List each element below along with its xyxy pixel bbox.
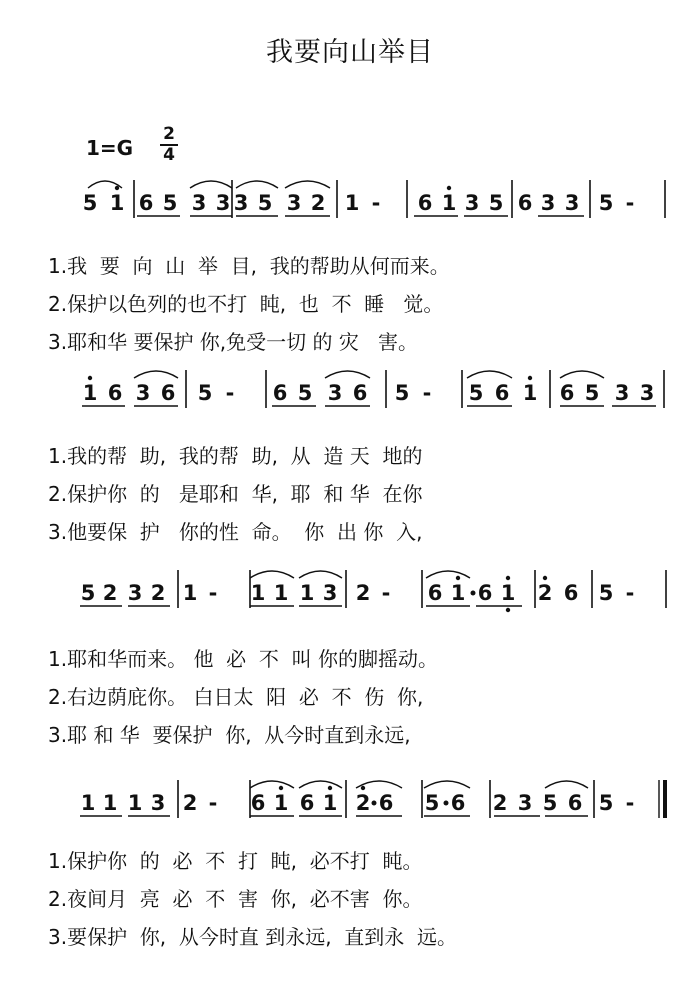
time-signature-top: 2 <box>163 124 175 144</box>
slur <box>426 571 470 578</box>
slur <box>299 571 342 578</box>
note: 6 <box>272 381 288 405</box>
slur <box>424 781 470 788</box>
note: 1 <box>80 791 96 815</box>
note: 6 <box>517 191 533 215</box>
note: 2 <box>150 581 166 605</box>
note: 1 <box>500 581 516 605</box>
octave-dot <box>506 608 510 612</box>
augmentation-dot <box>372 801 377 806</box>
note: 1 <box>250 581 266 605</box>
octave-dot <box>543 576 547 580</box>
page-title: 我要向山举目 <box>266 37 434 68</box>
note: 6 <box>250 791 266 815</box>
note: 5 <box>598 191 614 215</box>
note: 3 <box>327 381 343 405</box>
lyric-line: 2.右边荫庇你。 白日太 阳 必 不 伤 你, <box>48 685 424 709</box>
note: 5 <box>584 381 600 405</box>
lyric-line: 1.我的帮 助, 我的帮 助, 从 造 天 地的 <box>48 444 423 468</box>
slur <box>560 371 604 378</box>
lyric-line: 2.保护你 的 是耶和 华, 耶 和 华 在你 <box>48 482 423 506</box>
note: 2 <box>492 791 508 815</box>
lyric-line: 3.耶和华 要保护 你,免受一切 的 灾 害。 <box>48 330 418 354</box>
note: 5 <box>424 791 440 815</box>
note: 5 <box>488 191 504 215</box>
note: 1 <box>441 191 457 215</box>
note: 3 <box>322 581 338 605</box>
notation-row <box>80 570 666 612</box>
octave-dot <box>456 576 460 580</box>
note: 2 <box>537 581 553 605</box>
note: 6 <box>427 581 443 605</box>
note: 6 <box>559 381 575 405</box>
octave-dot <box>528 376 532 380</box>
slur <box>299 781 342 788</box>
note: 5 <box>257 191 273 215</box>
slur <box>285 181 330 188</box>
lyric-line: 1.保护你 的 必 不 打 盹, 必不打 盹。 <box>48 849 423 873</box>
time-signature <box>158 126 180 164</box>
note: - <box>381 581 391 605</box>
note: 1 <box>322 791 338 815</box>
note: 6 <box>160 381 176 405</box>
note: 3 <box>517 791 533 815</box>
note: 1 <box>182 581 198 605</box>
notation-row <box>82 370 664 408</box>
note: - <box>625 581 635 605</box>
octave-dot <box>447 186 451 190</box>
note: 5 <box>82 191 98 215</box>
note: 1 <box>344 191 360 215</box>
note: 5 <box>197 381 213 405</box>
slur <box>356 781 402 788</box>
note: 6 <box>567 791 583 815</box>
note: 5 <box>80 581 96 605</box>
note: 1 <box>273 791 289 815</box>
note: 3 <box>286 191 302 215</box>
note: 3 <box>614 381 630 405</box>
note: 5 <box>468 381 484 405</box>
note: 5 <box>297 381 313 405</box>
note: 6 <box>138 191 154 215</box>
note: 1 <box>109 191 125 215</box>
note: 1 <box>299 581 315 605</box>
note: 2 <box>355 581 371 605</box>
note: - <box>208 581 218 605</box>
note: - <box>371 191 381 215</box>
augmentation-dot <box>444 801 449 806</box>
slur <box>236 181 278 188</box>
note: 3 <box>464 191 480 215</box>
note: 3 <box>639 381 655 405</box>
augmentation-dot <box>471 591 476 596</box>
note: 5 <box>598 791 614 815</box>
note: 3 <box>127 581 143 605</box>
note: 5 <box>598 581 614 605</box>
note: 6 <box>477 581 493 605</box>
note: 5 <box>542 791 558 815</box>
note: 1 <box>127 791 143 815</box>
slur <box>134 371 178 378</box>
slur <box>250 781 294 788</box>
note: 6 <box>352 381 368 405</box>
note: 1 <box>82 381 98 405</box>
note: 6 <box>494 381 510 405</box>
note: 3 <box>191 191 207 215</box>
key-signature: 1=G <box>86 136 134 160</box>
lyric-line: 1.耶和华而来。 他 必 不 叫 你的脚摇动。 <box>48 647 438 671</box>
note: 1 <box>450 581 466 605</box>
lyric-line: 3.要保护 你, 从今时直 到永远, 直到永 远。 <box>48 925 458 949</box>
note: 6 <box>299 791 315 815</box>
note: 6 <box>107 381 123 405</box>
note: 2 <box>355 791 371 815</box>
note: 6 <box>378 791 394 815</box>
note: 3 <box>564 191 580 215</box>
lyric-line: 2.夜间月 亮 必 不 害 你, 必不害 你。 <box>48 887 423 911</box>
slur <box>88 181 122 188</box>
slur <box>250 571 294 578</box>
note: 5 <box>394 381 410 405</box>
slur <box>325 371 370 378</box>
lyric-line: 3.耶 和 华 要保护 你, 从今时直到永远, <box>48 723 411 747</box>
octave-dot <box>279 786 283 790</box>
notation-row <box>83 180 665 218</box>
note: 2 <box>102 581 118 605</box>
note: 3 <box>135 381 151 405</box>
notation-row <box>80 780 665 818</box>
time-signature-bottom: 4 <box>163 145 175 165</box>
octave-dot <box>361 786 365 790</box>
octave-dot <box>506 576 510 580</box>
lyric-line: 2.保护以色列的也不打 盹, 也 不 睡 觉。 <box>48 292 444 316</box>
octave-dot <box>115 186 119 190</box>
note: - <box>208 791 218 815</box>
note: 3 <box>215 191 231 215</box>
slur <box>190 181 232 188</box>
lyric-line: 1.我 要 向 山 举 目, 我的帮助从何而来。 <box>48 254 450 278</box>
note: - <box>625 191 635 215</box>
slur <box>545 781 588 788</box>
octave-dot <box>328 786 332 790</box>
note: - <box>225 381 235 405</box>
octave-dot <box>88 376 92 380</box>
note: 3 <box>233 191 249 215</box>
lyric-line: 3.他要保 护 你的性 命。 你 出 你 入, <box>48 520 423 544</box>
note: 2 <box>310 191 326 215</box>
note: - <box>422 381 432 405</box>
note: 6 <box>563 581 579 605</box>
note: - <box>625 791 635 815</box>
note: 6 <box>450 791 466 815</box>
note: 5 <box>162 191 178 215</box>
note: 6 <box>417 191 433 215</box>
slur <box>467 371 512 378</box>
note: 2 <box>182 791 198 815</box>
note: 1 <box>273 581 289 605</box>
note: 3 <box>540 191 556 215</box>
note: 3 <box>150 791 166 815</box>
note: 1 <box>522 381 538 405</box>
note: 1 <box>102 791 118 815</box>
